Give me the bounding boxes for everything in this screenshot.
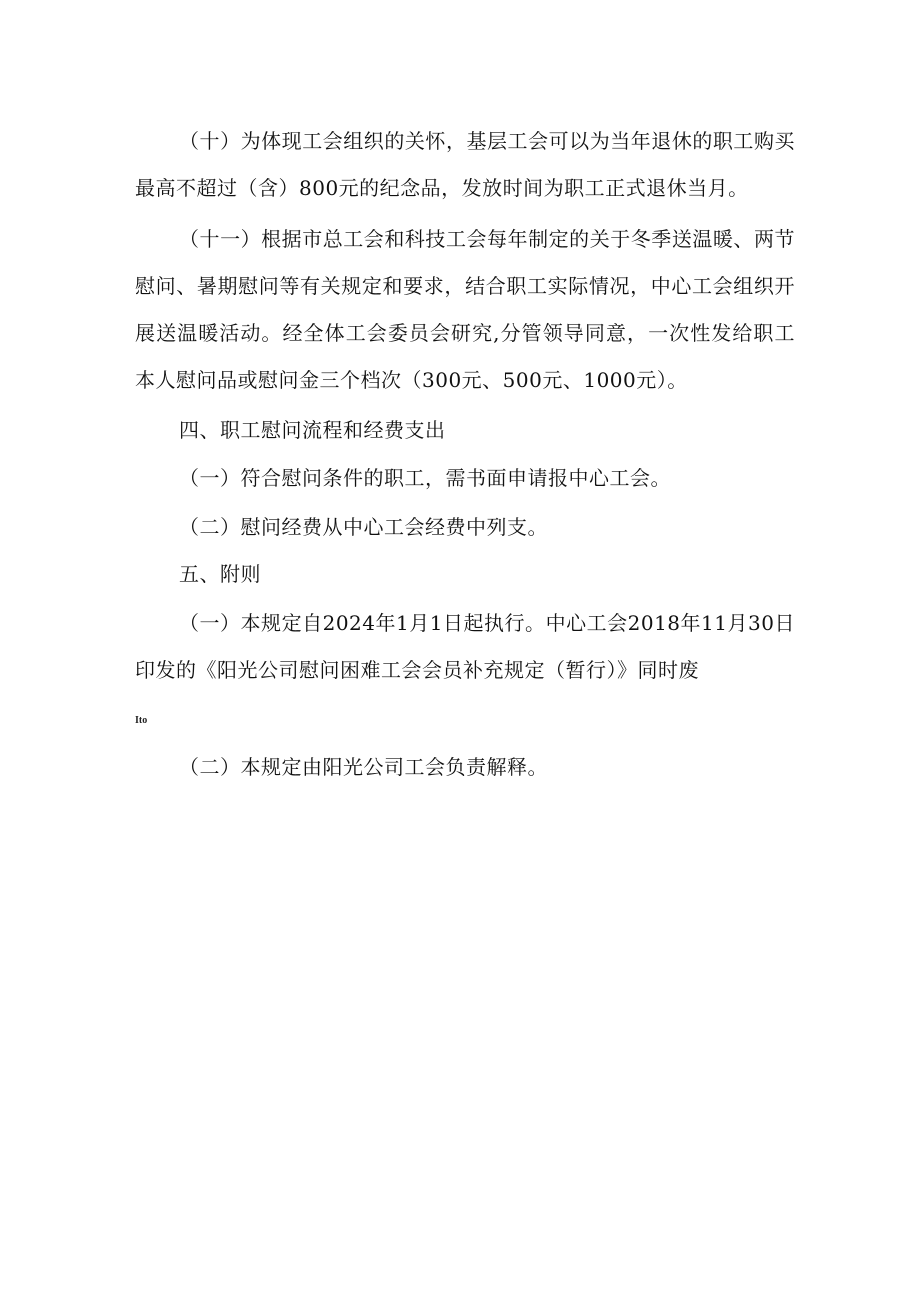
paragraph-ten: （十）为体现工会组织的关怀，基层工会可以为当年退休的职工购买最高不超过（含）800元的纪念品，发放时间为职工正式退休当月。 [135,129,795,200]
section-heading-four: 四、职工慰问流程和经费支出 [179,418,446,442]
text-fragment: Ito [135,715,148,726]
paragraph-five-one: （一）本规定自2024年1月1日起执行。中心工会2018年11月30日印发的《阳光公司慰问困难工会会员补充规定（暂行）》同时废 [135,611,795,682]
paragraph-four-two: （二）慰问经费从中心工会经费中列支。 [179,515,548,539]
paragraph-four-one: （一）符合慰问条件的职工，需书面申请报中心工会。 [179,466,671,490]
section-heading-five: 五、附则 [179,562,261,586]
paragraph-eleven: （十一）根据市总工会和科技工会每年制定的关于冬季送温暖、两节慰问、暑期慰问等有关规定和要求，结合职工实际情况，中心工会组织开展送温暖活动。经全体工会委员会研究,分管领导同意，一次性发给职工本人慰问品或慰问金三个档次（300元、500元、1000元）。 [135,227,795,392]
paragraph-five-two: （二）本规定由阳光公司工会负责解释。 [179,755,548,779]
